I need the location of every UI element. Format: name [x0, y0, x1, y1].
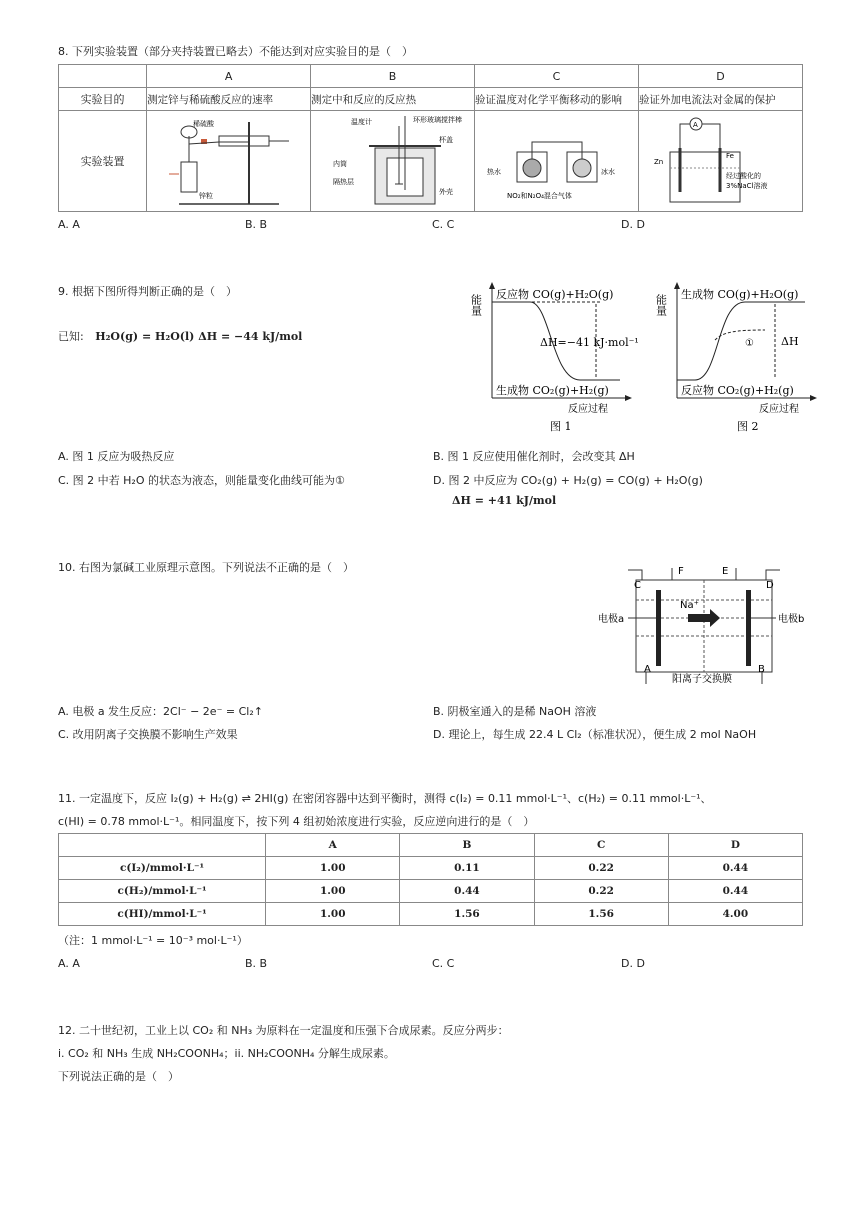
table-cell: 1.00 — [266, 880, 400, 903]
fig1-caption: 图 1 — [550, 420, 572, 433]
q11-stem-line1: 11. 一定温度下，反应 I₂(g) + H₂(g) ⇌ 2HI(g) 在密闭容器中达到平衡时，测得 c(I₂) = 0.11 mmol·L⁻¹、c(H₂) = 0.11 mmol·L⁻¹、 — [58, 792, 712, 805]
q9-known-prefix: 已知: — [58, 330, 84, 343]
fig2-bottom-label: 反应物 CO₂(g)+H₂(g) — [681, 384, 794, 397]
q12-line2: i. CO₂ 和 NH₃ 生成 NH₂COONH₄；ii. NH₂COONH₄ 分解生成尿素。 — [58, 1047, 395, 1060]
table-cell: 0.22 — [534, 857, 668, 880]
energy-diagram-fig2 — [655, 280, 825, 435]
label-zn: Zn — [654, 157, 664, 166]
label-b: B — [758, 664, 765, 675]
q8-option-c[interactable]: C. C — [432, 218, 455, 231]
q8-stem: 8. 下列实验装置（部分夹持装置已略去）不能达到对应实验目的是（ ） — [58, 45, 413, 58]
energy-diagram-fig1 — [470, 280, 640, 435]
q9-option-a[interactable]: A. 图 1 反应为吸热反应 — [58, 450, 175, 463]
table-cell: 4.00 — [668, 903, 802, 926]
q9-option-d[interactable]: D. 图 2 中反应为 CO₂(g) + H₂(g) = CO(g) + H₂O(g) — [433, 474, 703, 487]
label-f: F — [678, 566, 684, 577]
electrode-b-label: 电极b — [778, 614, 805, 625]
q8-option-b[interactable]: B. B — [245, 218, 268, 231]
q11-option-a[interactable]: A. A — [58, 957, 80, 970]
electrode-a-label: 电极a — [598, 614, 625, 625]
table-cell: 0.44 — [400, 880, 534, 903]
q9-known — [58, 330, 302, 344]
table-header-row — [59, 834, 803, 857]
equilibrium-flasks-figure — [477, 112, 637, 208]
q8-purpose-a: 测定锌与稀硫酸反应的速率 — [147, 88, 311, 111]
fig2-dh-label: ΔH — [781, 335, 799, 348]
q8-option-d[interactable]: D. D — [621, 218, 645, 231]
q8-purpose-c: 验证温度对化学平衡移动的影响 — [475, 88, 639, 111]
label-ice-water: 冰水 — [600, 167, 615, 176]
fig1-y-label: 能量 — [470, 294, 483, 316]
header-cell: A — [266, 834, 400, 857]
table-cell: 0.44 — [668, 857, 802, 880]
q8-apparatus-b — [311, 111, 475, 212]
q8-col-d: D — [638, 65, 802, 88]
label-stirrer: 环形玻璃搅拌棒 — [412, 115, 462, 124]
label-c: C — [634, 580, 641, 591]
membrane-label: 阳离子交换膜 — [672, 674, 732, 685]
q9-option-d-line2: ΔH = +41 kJ/mol — [452, 494, 557, 507]
table-cell: 1.56 — [400, 903, 534, 926]
q8-col-c: C — [475, 65, 639, 88]
table-cell: 1.00 — [266, 857, 400, 880]
q12-line3: 下列说法正确的是（ ） — [58, 1070, 179, 1083]
fig1-x-label: 反应过程 — [568, 404, 608, 415]
q8-col-a: A — [147, 65, 311, 88]
table-row — [59, 903, 803, 926]
header-cell: C — [534, 834, 668, 857]
q9-option-b[interactable]: B. 图 1 反应使用催化剂时，会改变其 ΔH — [433, 450, 635, 463]
q8-apparatus-d — [638, 111, 802, 212]
table-row — [59, 857, 803, 880]
q8-table — [58, 64, 803, 212]
label-gas-mixture: NO₂和N₂O₄混合气体 — [506, 191, 572, 200]
svg-text:A: A — [693, 120, 699, 129]
label-fe: Fe — [726, 151, 735, 160]
q10-stem: 10. 右图为氯碱工业原理示意图。下列说法不正确的是（ ） — [58, 561, 354, 574]
label-acidified: 经过酸化的 — [726, 171, 762, 180]
q9-option-c[interactable]: C. 图 2 中若 H₂O 的状态为液态，则能量变化曲线可能为① — [58, 474, 345, 487]
q8-col-b: B — [311, 65, 475, 88]
q8-apparatus-a — [147, 111, 311, 212]
q11-concentration-table — [58, 833, 803, 926]
label-e: E — [722, 566, 729, 577]
q8-row-apparatus-label: 实验装置 — [59, 111, 147, 212]
q10-option-a[interactable]: A. 电极 a 发生反应：2Cl⁻ − 2e⁻ = Cl₂↑ — [58, 705, 263, 718]
table-cell: 1.56 — [534, 903, 668, 926]
header-cell: B — [400, 834, 534, 857]
q10-option-c[interactable]: C. 改用阴离子交换膜不影响生产效果 — [58, 728, 238, 741]
row-label: c(HI)/mmol·L⁻¹ — [59, 903, 266, 926]
label-d: D — [766, 580, 774, 591]
fig2-y-label: 能量 — [655, 294, 668, 316]
label-a: A — [644, 664, 651, 675]
fig1-top-label: 反应物 CO(g)+H₂O(g) — [496, 288, 614, 301]
chlor-alkali-diagram — [598, 560, 813, 690]
row-label: c(H₂)/mmol·L⁻¹ — [59, 880, 266, 903]
q11-option-c[interactable]: C. C — [432, 957, 455, 970]
q10-option-b[interactable]: B. 阴极室通入的是稀 NaOH 溶液 — [433, 705, 597, 718]
fig2-curve-mark: ① — [745, 338, 754, 349]
q8-option-a[interactable]: A. A — [58, 218, 80, 231]
label-dilute-acid: 稀硫酸 — [192, 119, 214, 128]
q10-option-d[interactable]: D. 理论上，每生成 22.4 L Cl₂（标准状况），便生成 2 mol NaOH — [433, 728, 757, 741]
label-zinc: 锌粒 — [198, 191, 213, 200]
q11-note: （注：1 mmol·L⁻¹ = 10⁻³ mol·L⁻¹） — [58, 934, 248, 947]
q9-known-eq: H₂O(g) = H₂O(l) ΔH = −44 kJ/mol — [95, 330, 303, 343]
zinc-rate-apparatus-figure — [149, 112, 309, 208]
header-cell — [59, 834, 266, 857]
fig1-dh-label: ΔH=−41 kJ·mol⁻¹ — [540, 336, 639, 349]
sodium-ion-label: Na⁺ — [680, 600, 699, 611]
table-row — [59, 880, 803, 903]
label-lid: 杯盖 — [438, 135, 453, 144]
electrolysis-protection-figure — [640, 112, 800, 208]
calorimeter-figure — [313, 112, 473, 208]
fig1-bottom-label: 生成物 CO₂(g)+H₂(g) — [496, 384, 609, 397]
fig2-caption: 图 2 — [737, 420, 759, 433]
table-cell: 1.00 — [266, 903, 400, 926]
q11-option-b[interactable]: B. B — [245, 957, 268, 970]
table-cell: 0.22 — [534, 880, 668, 903]
label-nacl: 3%NaCl溶液 — [726, 181, 768, 190]
row-label: c(I₂)/mmol·L⁻¹ — [59, 857, 266, 880]
q8-corner-cell — [59, 65, 147, 88]
fig2-x-label: 反应过程 — [759, 404, 799, 415]
label-shell: 外壳 — [438, 187, 453, 196]
q11-option-d[interactable]: D. D — [621, 957, 645, 970]
header-cell: D — [668, 834, 802, 857]
table-cell: 0.11 — [400, 857, 534, 880]
q8-purpose-b: 测定中和反应的反应热 — [311, 88, 475, 111]
table-cell: 0.44 — [668, 880, 802, 903]
label-hot-water: 热水 — [486, 167, 501, 176]
q9-stem: 9. 根据下图所得判断正确的是（ ） — [58, 285, 237, 298]
q8-apparatus-c — [475, 111, 639, 212]
q8-purpose-d: 验证外加电流法对金属的保护 — [638, 88, 802, 111]
q11-stem-line2: c(HI) = 0.78 mmol·L⁻¹。相同温度下，按下列 4 组初始浓度进行实验，反应逆向进行的是（ ） — [58, 815, 535, 828]
label-insulation: 隔热层 — [332, 177, 354, 186]
label-thermometer: 温度计 — [350, 117, 372, 126]
q8-row-purpose-label: 实验目的 — [59, 88, 147, 111]
q12-line1: 12. 二十世纪初，工业上以 CO₂ 和 NH₃ 为原料在一定温度和压强下合成尿素。反应分两步： — [58, 1024, 509, 1037]
label-inner-cup: 内筒 — [332, 159, 347, 168]
fig2-top-label: 生成物 CO(g)+H₂O(g) — [681, 288, 799, 301]
